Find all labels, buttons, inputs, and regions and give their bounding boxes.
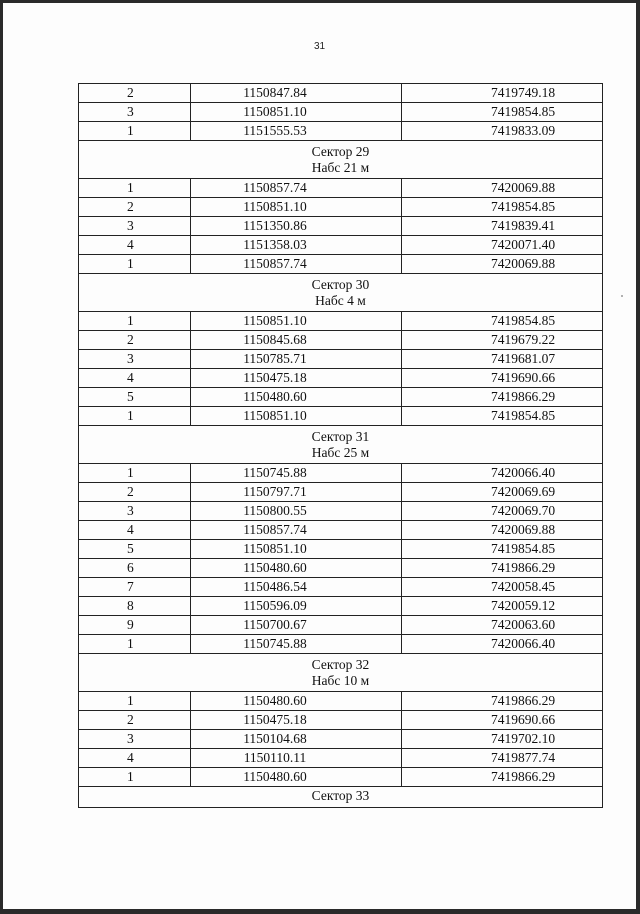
table-row — [79, 635, 603, 654]
sector-header-row — [79, 654, 603, 692]
point-number-cell: 3 — [79, 103, 191, 122]
x-coordinate-cell: 1150857.74 — [191, 255, 402, 274]
table-row — [79, 236, 603, 255]
y-coordinate-cell: 7419679.22 — [402, 331, 603, 350]
point-number-cell: 1 — [79, 179, 191, 198]
y-coordinate-cell: 7419854.85 — [402, 198, 603, 217]
table-row — [79, 597, 603, 616]
x-coordinate-cell: 1150475.18 — [191, 369, 402, 388]
x-coordinate-cell: 1150857.74 — [191, 521, 402, 540]
table-row — [79, 350, 603, 369]
point-number-cell: 2 — [79, 711, 191, 730]
table-row — [79, 84, 603, 103]
table-row — [79, 198, 603, 217]
x-coordinate-cell: 1150700.67 — [191, 616, 402, 635]
x-coordinate-cell: 1150480.60 — [191, 692, 402, 711]
sector-title: Сектор 32 — [311, 656, 370, 672]
point-number-cell: 3 — [79, 502, 191, 521]
table-row — [79, 483, 603, 502]
coordinates-table — [78, 83, 603, 808]
table-row — [79, 179, 603, 198]
x-coordinate-cell: 1150475.18 — [191, 711, 402, 730]
point-number-cell: 5 — [79, 388, 191, 407]
y-coordinate-cell: 7419854.85 — [402, 312, 603, 331]
x-coordinate-cell: 1150851.10 — [191, 312, 402, 331]
table-row — [79, 312, 603, 331]
table-row — [79, 502, 603, 521]
table-row — [79, 388, 603, 407]
sector-header-row — [79, 426, 603, 464]
table-row — [79, 217, 603, 236]
coordinates-table-body — [79, 84, 603, 808]
point-number-cell: 9 — [79, 616, 191, 635]
y-coordinate-cell: 7419833.09 — [402, 122, 603, 141]
point-number-cell: 1 — [79, 407, 191, 426]
table-row — [79, 559, 603, 578]
table-row — [79, 103, 603, 122]
scan-speck — [621, 295, 623, 297]
y-coordinate-cell: 7419854.85 — [402, 540, 603, 559]
x-coordinate-cell: 1150851.10 — [191, 540, 402, 559]
sector-header-row — [79, 274, 603, 312]
sector-header-cell — [79, 141, 603, 179]
y-coordinate-cell: 7420066.40 — [402, 635, 603, 654]
table-row — [79, 730, 603, 749]
x-coordinate-cell: 1150857.74 — [191, 179, 402, 198]
point-number-cell: 4 — [79, 369, 191, 388]
x-coordinate-cell: 1151555.53 — [191, 122, 402, 141]
table-row — [79, 749, 603, 768]
sector-header-cell — [79, 787, 603, 808]
y-coordinate-cell: 7419866.29 — [402, 559, 603, 578]
x-coordinate-cell: 1150851.10 — [191, 103, 402, 122]
table-row — [79, 407, 603, 426]
point-number-cell: 2 — [79, 483, 191, 502]
y-coordinate-cell: 7419854.85 — [402, 103, 603, 122]
page-number: 31 — [313, 41, 326, 52]
y-coordinate-cell: 7419690.66 — [402, 369, 603, 388]
y-coordinate-cell: 7420066.40 — [402, 464, 603, 483]
x-coordinate-cell: 1150797.71 — [191, 483, 402, 502]
point-number-cell: 3 — [79, 730, 191, 749]
y-coordinate-cell: 7420063.60 — [402, 616, 603, 635]
x-coordinate-cell: 1151350.86 — [191, 217, 402, 236]
point-number-cell: 4 — [79, 521, 191, 540]
y-coordinate-cell: 7419866.29 — [402, 388, 603, 407]
table-row — [79, 768, 603, 787]
y-coordinate-cell: 7420069.88 — [402, 521, 603, 540]
x-coordinate-cell: 1150480.60 — [191, 559, 402, 578]
y-coordinate-cell: 7419690.66 — [402, 711, 603, 730]
sector-height: Набс 4 м — [315, 292, 366, 308]
table-row — [79, 578, 603, 597]
point-number-cell: 4 — [79, 236, 191, 255]
point-number-cell: 1 — [79, 312, 191, 331]
table-row — [79, 255, 603, 274]
y-coordinate-cell: 7419702.10 — [402, 730, 603, 749]
sector-title: Сектор 30 — [311, 276, 370, 292]
sector-header-cell — [79, 274, 603, 312]
point-number-cell: 1 — [79, 255, 191, 274]
table-row — [79, 521, 603, 540]
y-coordinate-cell: 7419866.29 — [402, 768, 603, 787]
x-coordinate-cell: 1150104.68 — [191, 730, 402, 749]
y-coordinate-cell: 7419877.74 — [402, 749, 603, 768]
sector-height: Набс 21 м — [311, 159, 370, 175]
y-coordinate-cell: 7420069.88 — [402, 179, 603, 198]
table-row — [79, 122, 603, 141]
x-coordinate-cell: 1150785.71 — [191, 350, 402, 369]
table-row — [79, 464, 603, 483]
point-number-cell: 3 — [79, 217, 191, 236]
point-number-cell: 1 — [79, 122, 191, 141]
y-coordinate-cell: 7420059.12 — [402, 597, 603, 616]
y-coordinate-cell: 7420071.40 — [402, 236, 603, 255]
point-number-cell: 7 — [79, 578, 191, 597]
x-coordinate-cell: 1150480.60 — [191, 388, 402, 407]
point-number-cell: 4 — [79, 749, 191, 768]
sector-header-row — [79, 787, 603, 808]
point-number-cell: 2 — [79, 84, 191, 103]
document-page — [3, 3, 636, 909]
point-number-cell: 1 — [79, 768, 191, 787]
y-coordinate-cell: 7419749.18 — [402, 84, 603, 103]
y-coordinate-cell: 7419866.29 — [402, 692, 603, 711]
x-coordinate-cell: 1150745.88 — [191, 464, 402, 483]
x-coordinate-cell: 1150845.68 — [191, 331, 402, 350]
x-coordinate-cell: 1150486.54 — [191, 578, 402, 597]
sector-header-row — [79, 141, 603, 179]
x-coordinate-cell: 1151358.03 — [191, 236, 402, 255]
table-row — [79, 711, 603, 730]
x-coordinate-cell: 1150110.11 — [191, 749, 402, 768]
sector-height: Набс 25 м — [311, 444, 370, 460]
point-number-cell: 3 — [79, 350, 191, 369]
point-number-cell: 6 — [79, 559, 191, 578]
x-coordinate-cell: 1150851.10 — [191, 198, 402, 217]
x-coordinate-cell: 1150480.60 — [191, 768, 402, 787]
y-coordinate-cell: 7420069.70 — [402, 502, 603, 521]
y-coordinate-cell: 7420069.69 — [402, 483, 603, 502]
y-coordinate-cell: 7419854.85 — [402, 407, 603, 426]
point-number-cell: 1 — [79, 464, 191, 483]
point-number-cell: 2 — [79, 198, 191, 217]
x-coordinate-cell: 1150851.10 — [191, 407, 402, 426]
sector-header-cell — [79, 426, 603, 464]
table-row — [79, 331, 603, 350]
point-number-cell: 1 — [79, 692, 191, 711]
table-row — [79, 692, 603, 711]
point-number-cell: 8 — [79, 597, 191, 616]
sector-title: Сектор 31 — [311, 428, 370, 444]
sector-title: Сектор 33 — [311, 788, 370, 803]
y-coordinate-cell: 7420058.45 — [402, 578, 603, 597]
table-row — [79, 616, 603, 635]
y-coordinate-cell: 7420069.88 — [402, 255, 603, 274]
y-coordinate-cell: 7419681.07 — [402, 350, 603, 369]
point-number-cell: 2 — [79, 331, 191, 350]
y-coordinate-cell: 7419839.41 — [402, 217, 603, 236]
sector-height: Набс 10 м — [311, 672, 370, 688]
x-coordinate-cell: 1150800.55 — [191, 502, 402, 521]
table-row — [79, 540, 603, 559]
x-coordinate-cell: 1150745.88 — [191, 635, 402, 654]
table-row — [79, 369, 603, 388]
x-coordinate-cell: 1150596.09 — [191, 597, 402, 616]
x-coordinate-cell: 1150847.84 — [191, 84, 402, 103]
sector-title: Сектор 29 — [311, 143, 370, 159]
sector-header-cell — [79, 654, 603, 692]
point-number-cell: 1 — [79, 635, 191, 654]
point-number-cell: 5 — [79, 540, 191, 559]
